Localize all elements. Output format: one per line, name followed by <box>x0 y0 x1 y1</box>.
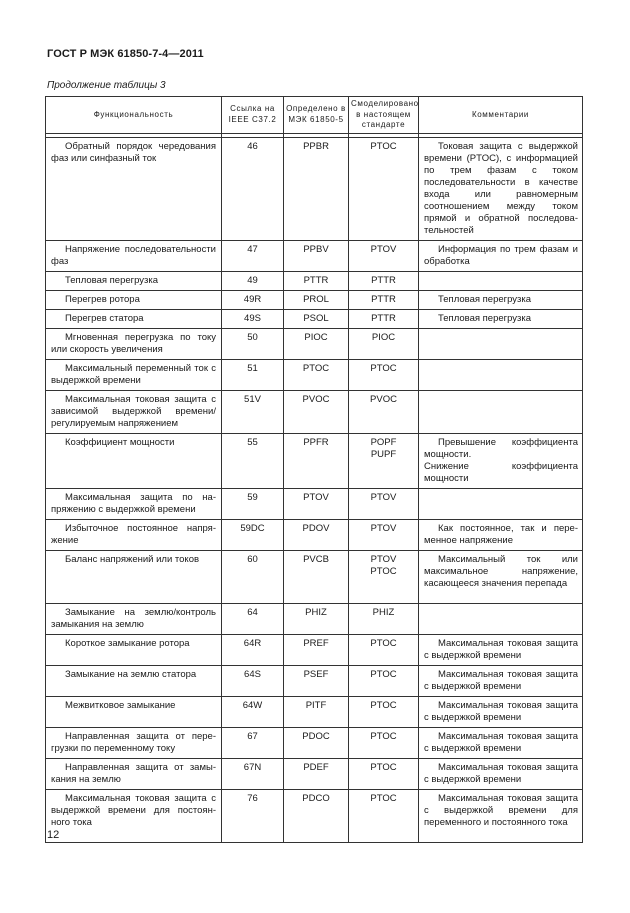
col-header-iec-defined: Определено в МЭК 61850-5 <box>284 97 349 134</box>
row-modeled: PTOC <box>349 696 419 727</box>
table-row <box>46 390 583 433</box>
row-ieee-ref: 67 <box>222 727 284 758</box>
table-row <box>46 328 583 359</box>
row-functionality: Замыкание на землю статора <box>46 665 222 696</box>
row-functionality: Максимальная токовая защита с зависимой выдержкой времени/ регулируемым напряжением <box>46 390 222 433</box>
table-row <box>46 309 583 328</box>
row-modeled: PTOV <box>349 488 419 519</box>
protection-functions-table <box>45 96 583 843</box>
table-row <box>46 359 583 390</box>
row-iec-defined: PREF <box>284 634 349 665</box>
row-iec-defined: PTTR <box>284 271 349 290</box>
row-comment: Максимальная токовая защита с выдержкой времени для переменного и постоянного тока <box>419 789 583 842</box>
page-number: 12 <box>47 829 60 841</box>
row-ieee-ref: 64 <box>222 603 284 634</box>
row-comment: Максимальная токовая защита с выдержкой времени <box>419 634 583 665</box>
row-comment: Превышение коэффициента мощности. Снижение коэффициента мощности <box>419 433 583 488</box>
row-comment: Токовая защита с выдержкой времени (PTOC), с информацией по трем фазам с током последовательности в качестве входа или равномерным соотношением между током прямой и обратной последовательностей <box>419 137 583 240</box>
row-comment <box>419 488 583 519</box>
row-functionality: Обратный порядок чередования фаз или синфазный ток <box>46 137 222 240</box>
row-ieee-ref: 64W <box>222 696 284 727</box>
row-ieee-ref: 55 <box>222 433 284 488</box>
row-comment <box>419 603 583 634</box>
row-comment: Информация по трем фазам и обработка <box>419 240 583 271</box>
row-modeled: PTTR <box>349 290 419 309</box>
col-header-comments: Комментарии <box>419 97 583 134</box>
row-modeled: PTOV <box>349 519 419 550</box>
table-row <box>46 137 583 240</box>
row-modeled: POPF PUPF <box>349 433 419 488</box>
row-comment <box>419 390 583 433</box>
row-iec-defined: PITF <box>284 696 349 727</box>
row-modeled: PTOC <box>349 359 419 390</box>
table-row <box>46 240 583 271</box>
row-iec-defined: PHIZ <box>284 603 349 634</box>
table-row <box>46 603 583 634</box>
row-comment: Максимальная токовая защита с выдержкой времени <box>419 727 583 758</box>
row-ieee-ref: 64S <box>222 665 284 696</box>
row-ieee-ref: 59DC <box>222 519 284 550</box>
table-row <box>46 665 583 696</box>
row-modeled: PTOC <box>349 634 419 665</box>
row-modeled: PVOC <box>349 390 419 433</box>
row-functionality: Короткое замыкание ротора <box>46 634 222 665</box>
row-comment: Максимальная токовая защита с выдержкой времени <box>419 696 583 727</box>
table-row <box>46 727 583 758</box>
row-iec-defined: PTOV <box>284 488 349 519</box>
col-header-ieee-ref: Ссылка на IEEE C37.2 <box>222 97 284 134</box>
table-row <box>46 271 583 290</box>
row-ieee-ref: 46 <box>222 137 284 240</box>
row-functionality: Перегрев ротора <box>46 290 222 309</box>
row-ieee-ref: 47 <box>222 240 284 271</box>
row-iec-defined: PSEF <box>284 665 349 696</box>
col-header-functionality: Функциональность <box>46 97 222 134</box>
row-ieee-ref: 60 <box>222 550 284 603</box>
row-iec-defined: PPFR <box>284 433 349 488</box>
row-iec-defined: PDOC <box>284 727 349 758</box>
row-functionality: Баланс напряжений или токов <box>46 550 222 603</box>
row-comment <box>419 359 583 390</box>
row-modeled: PTTR <box>349 309 419 328</box>
row-functionality: Тепловая перегрузка <box>46 271 222 290</box>
row-iec-defined: PPBR <box>284 137 349 240</box>
row-ieee-ref: 51 <box>222 359 284 390</box>
row-modeled: PTTR <box>349 271 419 290</box>
row-iec-defined: PSOL <box>284 309 349 328</box>
row-modeled: PTOC <box>349 137 419 240</box>
row-comment: Максимальная токовая защита с выдержкой времени <box>419 758 583 789</box>
row-ieee-ref: 49R <box>222 290 284 309</box>
row-functionality: Направленная защита от перегрузки по переменному току <box>46 727 222 758</box>
row-iec-defined: PVCB <box>284 550 349 603</box>
row-iec-defined: PIOC <box>284 328 349 359</box>
table-row <box>46 433 583 488</box>
row-ieee-ref: 49S <box>222 309 284 328</box>
row-comment: Как постоянное, так и переменное напряжение <box>419 519 583 550</box>
table-row <box>46 550 583 603</box>
row-ieee-ref: 64R <box>222 634 284 665</box>
row-iec-defined: PTOC <box>284 359 349 390</box>
row-comment: Тепловая перегрузка <box>419 309 583 328</box>
row-modeled: PTOC <box>349 727 419 758</box>
row-ieee-ref: 59 <box>222 488 284 519</box>
table-row <box>46 634 583 665</box>
table-row <box>46 696 583 727</box>
row-functionality: Максимальная токовая защита с выдержкой времени для постоянного тока <box>46 789 222 842</box>
row-functionality: Замыкание на землю/контроль замыкания на землю <box>46 603 222 634</box>
row-comment: Максимальная токовая защита с выдержкой времени <box>419 665 583 696</box>
row-iec-defined: PVOC <box>284 390 349 433</box>
row-comment <box>419 271 583 290</box>
row-functionality: Мгновенная перегрузка по току или скорость увеличения <box>46 328 222 359</box>
row-comment <box>419 328 583 359</box>
row-ieee-ref: 76 <box>222 789 284 842</box>
row-modeled: PTOV <box>349 240 419 271</box>
row-modeled: PTOC <box>349 665 419 696</box>
row-modeled: PTOC <box>349 758 419 789</box>
row-functionality: Межвитковое замыкание <box>46 696 222 727</box>
row-functionality: Коэффициент мощности <box>46 433 222 488</box>
table-row <box>46 789 583 842</box>
row-iec-defined: PDOV <box>284 519 349 550</box>
row-iec-defined: PDEF <box>284 758 349 789</box>
row-modeled: PTOC <box>349 789 419 842</box>
row-ieee-ref: 50 <box>222 328 284 359</box>
table-row <box>46 519 583 550</box>
table-row <box>46 758 583 789</box>
col-header-modeled: Смоделировано в настоящем стандарте <box>349 97 419 134</box>
row-functionality: Напряжение последовательности фаз <box>46 240 222 271</box>
table-row <box>46 290 583 309</box>
row-comment: Максимальный ток или максимальное напряжение, касающееся значения перепада <box>419 550 583 603</box>
row-ieee-ref: 67N <box>222 758 284 789</box>
row-modeled: PHIZ <box>349 603 419 634</box>
row-functionality: Избыточное постоянное напряжение <box>46 519 222 550</box>
row-ieee-ref: 51V <box>222 390 284 433</box>
table-row <box>46 488 583 519</box>
row-iec-defined: PDCO <box>284 789 349 842</box>
table-header-row <box>46 97 583 134</box>
document-header: ГОСТ Р МЭК 61850-7-4—2011 <box>47 48 204 60</box>
row-functionality: Максимальная защита по напряжению с выдержкой времени <box>46 488 222 519</box>
row-comment: Тепловая перегрузка <box>419 290 583 309</box>
row-functionality: Максимальный переменный ток с выдержкой времени <box>46 359 222 390</box>
row-modeled: PTOV PTOC <box>349 550 419 603</box>
table-caption: Продолжение таблицы 3 <box>47 80 166 91</box>
row-modeled: PIOC <box>349 328 419 359</box>
row-functionality: Направленная защита от замыкания на землю <box>46 758 222 789</box>
row-iec-defined: PROL <box>284 290 349 309</box>
row-functionality: Перегрев статора <box>46 309 222 328</box>
row-ieee-ref: 49 <box>222 271 284 290</box>
row-iec-defined: PPBV <box>284 240 349 271</box>
